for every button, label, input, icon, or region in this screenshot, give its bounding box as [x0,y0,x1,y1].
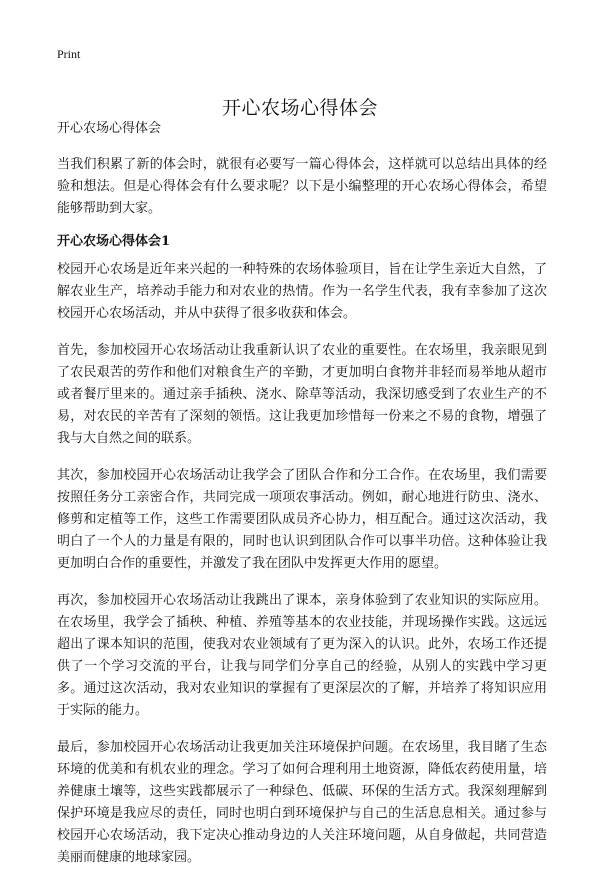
body-paragraph: 再次，参加校园开心农场活动让我跳出了课本，亲身体验到了农业知识的实际应用。在农场里，我学会了插秧、种植、养殖等基本的农业技能，并现场操作实践。这远远超出了课本知识的范围，使我对农业领域有了更为深入的认识。此外，农场工作还提供了一个学习交流的平台，让我与同学们分享自己的经验，从别人的实践中学习更多。通过这次活动，我对农业知识的掌握有了更深层次的了解，并培养了将知识应用于实际的能力。 [57,593,547,718]
intro-paragraph: 当我们积累了新的体会时，就很有必要写一篇心得体会，这样就可以总结出具体的经验和想法。但是心得体会有什么要求呢？以下是小编整理的开心农场心得体会，希望能够帮助到大家。 [57,157,547,216]
body-paragraph: 其次，参加校园开心农场活动让我学会了团队合作和分工合作。在农场里，我们需要按照任务分工亲密合作，共同完成一项项农事活动。例如，耐心地进行防虫、浇水、修剪和定植等工作，这些工作需要团队成员齐心协力，相互配合。通过这次活动，我明白了一个人的力量是有限的，同时也认识到团队合作可以事半功倍。这种体验让我更加明白合作的重要性，并激发了我在团队中发挥更大作用的愿望。 [57,468,547,571]
section-heading: 开心农场心得体会1 [57,234,171,249]
body-paragraph: 最后，参加校园开心农场活动让我更加关注环境保护问题。在农场里，我目睹了生态环境的优美和有机农业的理念。学习了如何合理利用土地资源，降低农药使用量，培养健康土壤等，这些实践都展示了一种绿色、低碳、环保的生活方式。我深刻理解到保护环境是我应尽的责任，同时也明白到环境保护与自己的生活息息相关。通过参与校园开心农场活动，我下定决心推动身边的人关注环境问题，从自身做起，共同营造美丽而健康的地球家园。 [57,740,547,865]
article-subtitle: 开心农场心得体会 [57,121,162,136]
body-paragraph: 校园开心农场是近年来兴起的一种特殊的农场体验项目，旨在让学生亲近大自然，了解农业生产，培养动手能力和对农业的热情。作为一名学生代表，我有幸参加了这次校园开心农场活动，并从中获得了很多收获和体会。 [57,262,547,321]
article-body [57,118,547,884]
body-paragraph: 首先，参加校园开心农场活动让我重新认识了农业的重要性。在农场里，我亲眼见到了农民艰苦的劳作和他们对粮食生产的辛勤，才更加明白食物并非轻而易举地从超市或者餐厅里来的。通过亲手插秧、浇水、除草等活动，我深切感受到了农业生产的不易，对农民的辛苦有了深刻的领悟。这让我更加珍惜每一份来之不易的食物，增强了我与大自然之间的联系。 [57,343,547,446]
print-link[interactable]: Print [57,47,81,61]
page-title: 开心农场心得体会 [221,96,378,119]
